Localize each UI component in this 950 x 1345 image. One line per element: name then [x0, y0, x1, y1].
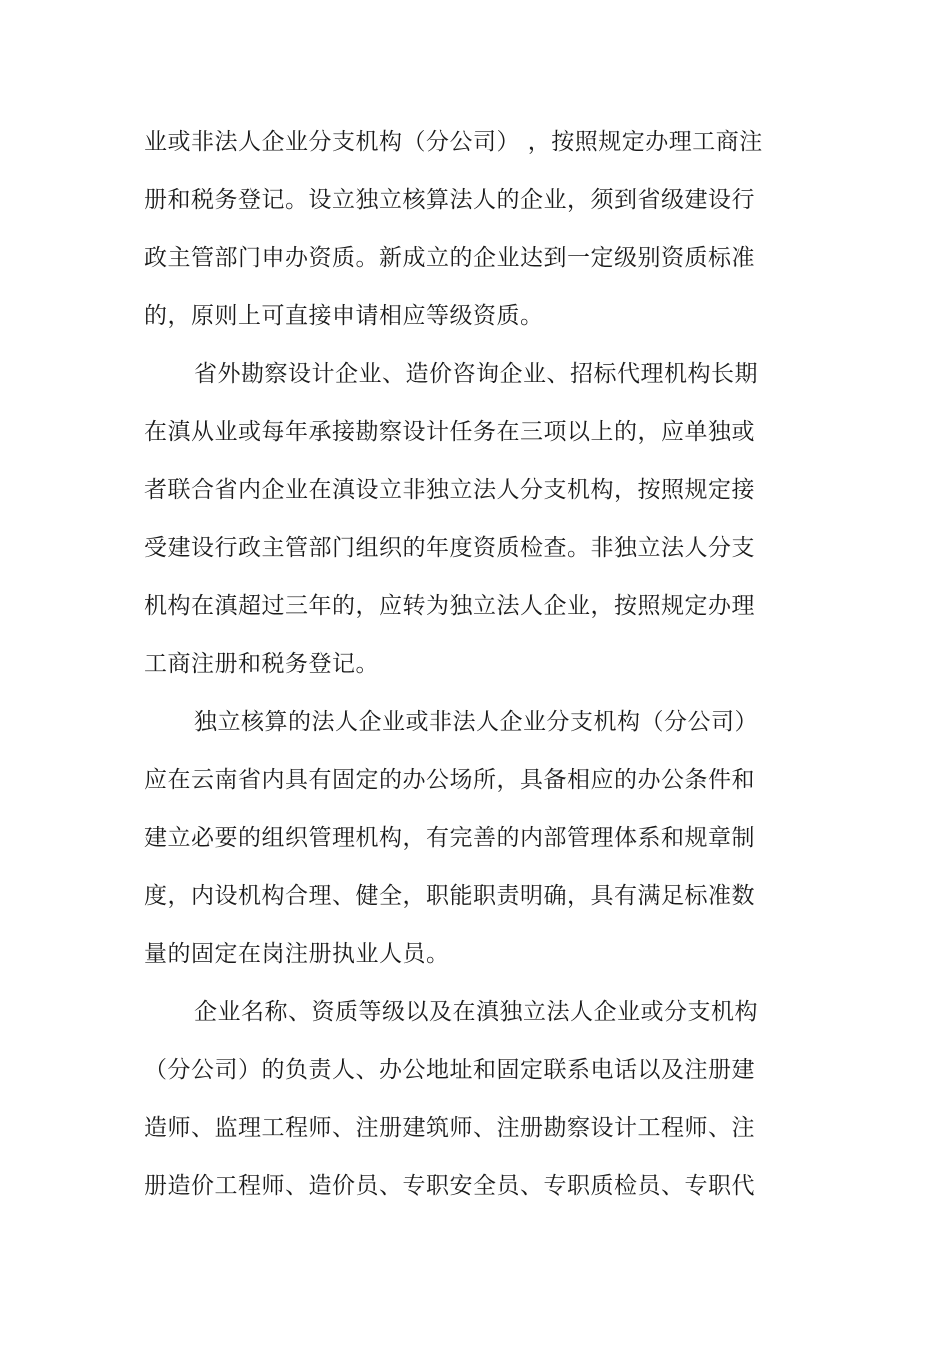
text-line: 者联合省内企业在滇设立非独立法人分支机构，按照规定接: [144, 477, 755, 503]
text-line: 受建设行政主管部门组织的年度资质检查。非独立法人分支: [144, 535, 755, 561]
paragraph-start-line: 独立核算的法人企业或非法人企业分支机构（分公司）: [194, 709, 758, 735]
text-line: 业或非法人企业分支机构（分公司） ，按照规定办理工商注: [144, 129, 763, 155]
document-body: [144, 118, 784, 1220]
text-line: （分公司）的负责人、办公地址和固定联系电话以及注册建: [144, 1057, 755, 1083]
text-line: 应在云南省内具有固定的办公场所，具备相应的办公条件和: [144, 767, 755, 793]
text-line: 册和税务登记。设立独立核算法人的企业，须到省级建设行: [144, 187, 755, 213]
text-line: 的，原则上可直接申请相应等级资质。: [144, 303, 544, 329]
text-line: 在滇从业或每年承接勘察设计任务在三项以上的，应单独或: [144, 419, 755, 445]
text-line: 量的固定在岗注册执业人员。: [144, 941, 450, 967]
text-line: 册造价工程师、造价员、专职安全员、专职质检员、专职代: [144, 1173, 755, 1199]
text-line: 度，内设机构合理、健全，职能职责明确，具有满足标准数: [144, 883, 755, 909]
text-line: 机构在滇超过三年的，应转为独立法人企业，按照规定办理: [144, 593, 755, 619]
paragraph-start-line: 省外勘察设计企业、造价咨询企业、招标代理机构长期: [194, 361, 758, 387]
paragraph-start-line: 企业名称、资质等级以及在滇独立法人企业或分支机构: [194, 999, 758, 1025]
text-line: 建立必要的组织管理机构，有完善的内部管理体系和规章制: [144, 825, 755, 851]
text-line: 造师、监理工程师、注册建筑师、注册勘察设计工程师、注: [144, 1115, 755, 1141]
text-line: 政主管部门申办资质。新成立的企业达到一定级别资质标准: [144, 245, 755, 271]
text-line: 工商注册和税务登记。: [144, 651, 379, 677]
